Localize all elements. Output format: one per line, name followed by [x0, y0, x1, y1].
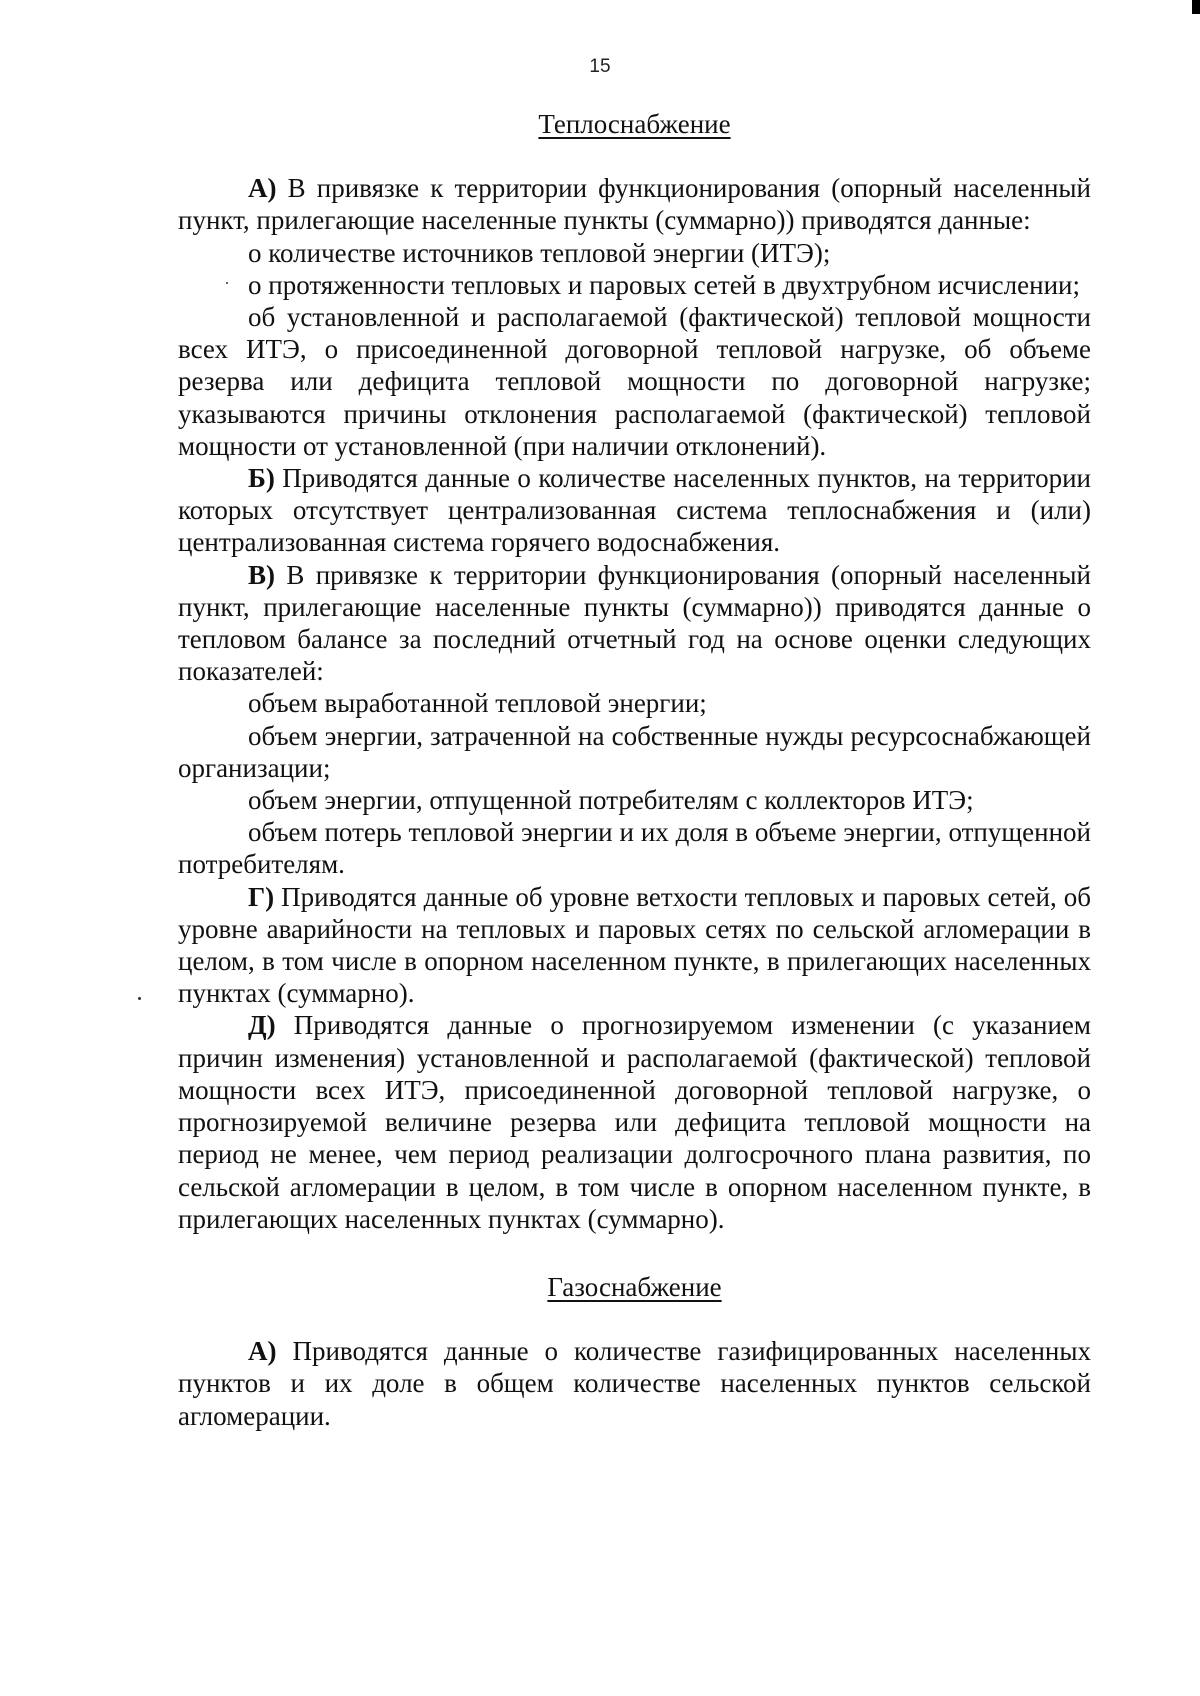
- paragraph: [178, 172, 1091, 236]
- paragraph: [178, 462, 1091, 559]
- paragraph-text: объем потерь тепловой энергии и их доля в объеме энергии, отпущенной потребителям.: [178, 817, 1091, 880]
- paragraph: [178, 687, 1091, 719]
- paragraph-text: о протяженности тепловых и паровых сетей в двухтрубном исчислении;: [248, 269, 1080, 300]
- paragraph-text: В привязке к территории функционирования (опорный населенный пункт, прилегающие населенные пункты (суммарно)) приводятся данные:: [178, 173, 1091, 236]
- page-number: 15: [589, 56, 611, 77]
- scan-artifact: [1192, 0, 1200, 14]
- scan-speck: [138, 997, 141, 1000]
- paragraph-text: Приводятся данные о количестве газифицированных населенных пунктов и их доле в общем количестве населенных пунктов сельской агломерации.: [178, 1336, 1091, 1431]
- paragraph-marker: А): [248, 1336, 277, 1367]
- paragraph: [178, 720, 1091, 784]
- paragraph-marker: Б): [248, 463, 275, 494]
- paragraph-text: об установленной и располагаемой (фактической) тепловой мощности всех ИТЭ, о присоединенной договорной тепловой нагрузке, об объеме резерва или дефицита тепловой мощности по договорной нагрузке; указываются причины отклонения располагаемой (фактической) тепловой мощности от установленной (при наличии отклонений).: [178, 302, 1091, 461]
- paragraph-marker: В): [248, 559, 275, 590]
- paragraph: [178, 269, 1091, 301]
- paragraph: [178, 1009, 1091, 1234]
- paragraph: [178, 1335, 1091, 1432]
- paragraph-text: объем энергии, затраченной на собственные нужды ресурсоснабжающей организации;: [178, 720, 1091, 783]
- paragraph-text: Приводятся данные о количестве населенных пунктов, на территории которых отсутствует централизованная система теплоснабжения и (или) централизованная система горячего водоснабжения.: [178, 463, 1091, 558]
- paragraph-marker: А): [248, 173, 277, 204]
- heat-supply-paragraphs: [178, 172, 1091, 1235]
- paragraph-marker: Д): [248, 1010, 276, 1041]
- paragraph-text: Приводятся данные о прогнозируемом изменении (с указанием причин изменения) установленной и располагаемой (фактической) тепловой мощности всех ИТЭ, присоединенной договорной тепловой нагрузке, о прогнозируемой величине резерва или дефицита тепловой мощности на период не менее, чем период реализации долгосрочного плана развития, по сельской агломерации в целом, в том числе в опорном населенном пункте, в прилегающих населенных пунктах (суммарно).: [178, 1010, 1091, 1234]
- paragraph: [178, 301, 1091, 462]
- paragraph: [178, 816, 1091, 880]
- paragraph: [178, 784, 1091, 816]
- paragraph: [178, 237, 1091, 269]
- section-title-heat-supply: Теплоснабжение: [538, 109, 731, 139]
- paragraph-text: о количестве источников тепловой энергии (ИТЭ);: [248, 237, 831, 268]
- paragraph-text: Приводятся данные об уровне ветхости тепловых и паровых сетей, об уровне аварийности на тепловых и паровых сетях по сельской агломерации в целом, в том числе в опорном населенном пункте, в прилегающих населенных пунктах (суммарно).: [178, 881, 1091, 1009]
- paragraph-text: объем энергии, отпущенной потребителям с коллекторов ИТЭ;: [248, 785, 974, 816]
- paragraph: [178, 559, 1091, 688]
- document-body: [178, 108, 1091, 1432]
- paragraph: [178, 881, 1091, 1010]
- paragraph-text: объем выработанной тепловой энергии;: [248, 688, 707, 719]
- section-title-gas-supply: Газоснабжение: [547, 1271, 722, 1302]
- paragraph-marker: Г): [248, 881, 275, 912]
- paragraph-text: В привязке к территории функционирования (опорный населенный пункт, прилегающие населенные пункты (суммарно)) приводятся данные о тепловом балансе за последний отчетный год на основе оценки следующих показателей:: [178, 559, 1091, 687]
- gas-supply-paragraphs: [178, 1335, 1091, 1432]
